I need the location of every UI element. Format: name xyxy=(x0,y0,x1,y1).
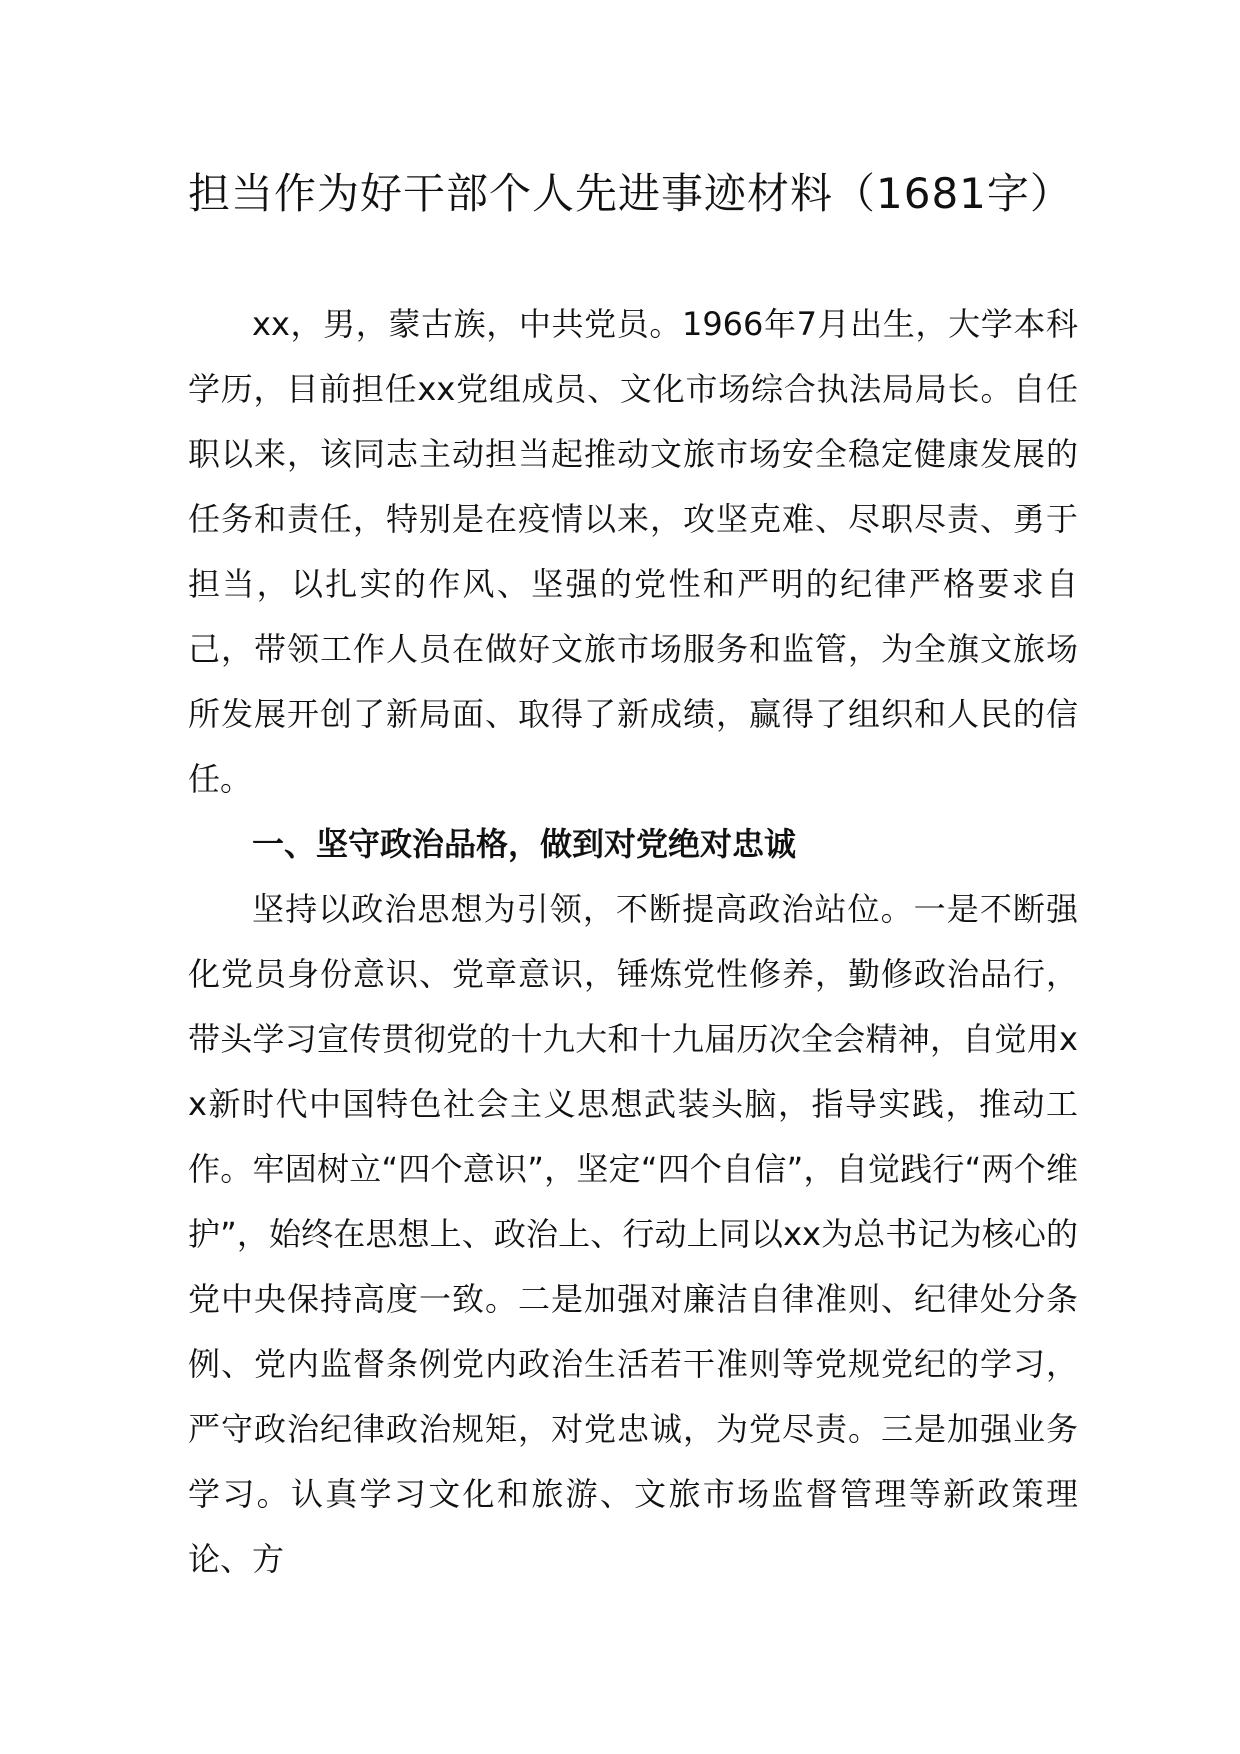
document-title: 担当作为好干部个人先进事迹材料（1681字） xyxy=(188,169,1073,218)
section-1-paragraph: 坚持以政治思想为引领，不断提高政治站位。一是不断强化党员身份意识、党章意识，锤炼党性修养，勤修政治品行，带头学习宣传贯彻党的十九大和十九届历次全会精神，自觉用xx新时代中国特色社会主义思想武装头脑，指导实践，推动工作。牢固树立“四个意识”，坚定“四个自信”，自觉践行“两个维护”，始终在思想上、政治上、行动上同以xx为总书记为核心的党中央保持高度一致。二是加强对廉洁自律准则、纪律处分条例、党内监督条例党内政治生活若干准则等党规党纪的学习，严守政治纪律政治规矩，对党忠诚，为党尽责。三是加强业务学习。认真学习文化和旅游、文旅市场监督管理等新政策理论、方 xyxy=(188,890,1078,1578)
section-heading-1: 一、坚守政治品格，做到对党绝对忠诚 xyxy=(252,825,797,863)
intro-paragraph: xx，男，蒙古族，中共党员。1966年7月出生，大学本科学历，目前担任xx党组成员、文化市场综合执法局局长。自任职以来，该同志主动担当起推动文旅市场安全稳定健康发展的任务和责任，特别是在疫情以来，攻坚克难、尽职尽责、勇于担当，以扎实的作风、坚强的党性和严明的纪律严格要求自己，带领工作人员在做好文旅市场服务和监管，为全旗文旅场所发展开创了新局面、取得了新成绩，赢得了组织和人民的信任。 xyxy=(188,305,1078,798)
document-body xyxy=(188,292,1078,1592)
